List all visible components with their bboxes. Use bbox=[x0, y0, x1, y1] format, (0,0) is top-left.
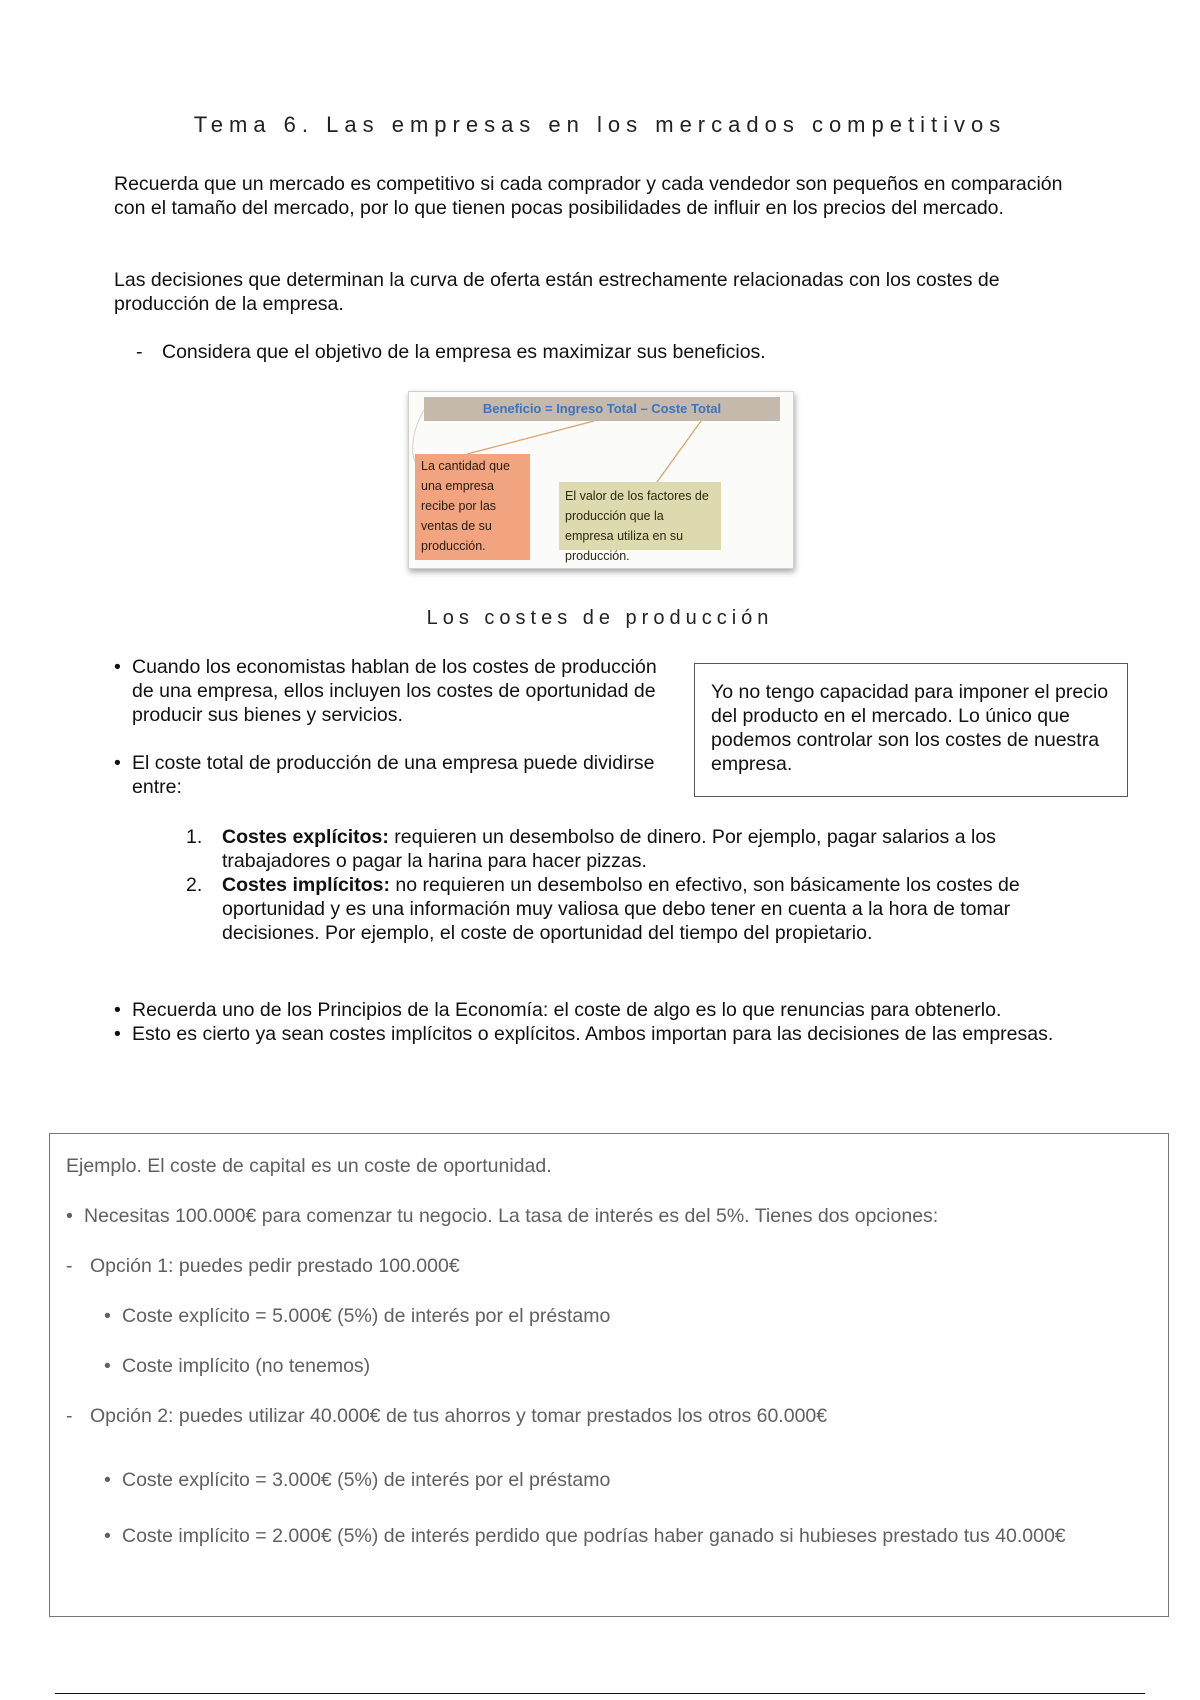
option-2-text: Opción 2: puedes utilizar 40.000€ de tus ahorros y tomar prestados los otros 60.000€ bbox=[90, 1405, 828, 1427]
option-2-implicit-text: Coste implícito = 2.000€ (5%) de interés perdido que podrías haber ganado si hubieses prestado tus 40.000€ bbox=[122, 1525, 1066, 1547]
example-intro-text: Necesitas 100.000€ para comenzar tu negocio. La tasa de interés es del 5%. Tienes dos opciones: bbox=[84, 1205, 939, 1227]
costs-bullet-list bbox=[114, 655, 674, 823]
bullet-marker: • bbox=[104, 1355, 111, 1377]
example-heading: Ejemplo. El coste de capital es un coste de oportunidad. bbox=[66, 1155, 552, 1177]
option-2 bbox=[66, 1404, 827, 1428]
example-intro bbox=[66, 1204, 1144, 1228]
cost-types-numbered-list bbox=[186, 825, 1106, 945]
option-2-explicit bbox=[104, 1468, 610, 1492]
list-item-explicit-costs bbox=[186, 825, 1106, 873]
bullet-marker: • bbox=[114, 656, 121, 678]
dash-marker: - bbox=[66, 1405, 73, 1427]
dash-marker: - bbox=[136, 341, 143, 363]
option-1-implicit-text: Coste implícito (no tenemos) bbox=[122, 1355, 371, 1377]
option-1-text: Opción 1: puedes pedir prestado 100.000€ bbox=[90, 1255, 460, 1277]
intro-paragraph-1: Recuerda que un mercado es competitivo si cada comprador y cada vendedor son pequeños en comparación con el tamaño del mercado, por lo que tienen pocas posibilidades de influir en los precios del mercado. bbox=[114, 173, 1063, 219]
bullet-marker: • bbox=[104, 1305, 111, 1327]
section-subtitle: Los costes de producción bbox=[426, 607, 774, 629]
example-box bbox=[49, 1133, 1169, 1617]
list-item bbox=[114, 998, 1094, 1022]
bullet-marker: • bbox=[104, 1469, 111, 1491]
option-1-explicit bbox=[104, 1304, 610, 1328]
option-1 bbox=[66, 1254, 460, 1278]
option-1-explicit-text: Coste explícito = 5.000€ (5%) de interés por el préstamo bbox=[122, 1305, 611, 1327]
total-cost-note: El valor de los factores de producción que la empresa utiliza en su producción. bbox=[559, 482, 721, 550]
list-item-implicit-costs bbox=[186, 873, 1106, 945]
total-income-note: La cantidad que una empresa recibe por las ventas de su producción. bbox=[415, 454, 530, 560]
profit-diagram bbox=[408, 391, 794, 569]
term-implicit-costs: Costes implícitos: bbox=[222, 874, 390, 896]
profit-formula: Beneficio = Ingreso Total – Coste Total bbox=[424, 397, 780, 421]
item-number: 1. bbox=[186, 826, 203, 848]
objective-dash-item bbox=[136, 340, 766, 364]
page-title: Tema 6. Las empresas en los mercados competitivos bbox=[193, 112, 1007, 137]
bullet-text: El coste total de producción de una empresa puede dividirse entre: bbox=[132, 752, 655, 798]
option-2-explicit-text: Coste explícito = 3.000€ (5%) de interés por el préstamo bbox=[122, 1469, 611, 1491]
bullet-marker: • bbox=[66, 1205, 73, 1227]
term-explicit-costs: Costes explícitos: bbox=[222, 826, 389, 848]
list-item bbox=[114, 1022, 1094, 1046]
definition-explicit-costs: requieren un desembolso de dinero. Por ejemplo, pagar salarios a los trabajadores o pagar la harina para hacer pizzas. bbox=[222, 826, 996, 872]
bullet-marker: • bbox=[114, 999, 121, 1021]
side-note-box: Yo no tengo capacidad para imponer el precio del producto en el mercado. Lo único que podemos controlar son los costes de nuestra empresa. bbox=[694, 663, 1128, 797]
list-item bbox=[114, 751, 674, 799]
bullet-text: Cuando los economistas hablan de los costes de producción de una empresa, ellos incluyen los costes de oportunidad de producir sus bienes y servicios. bbox=[132, 656, 657, 726]
option-1-implicit bbox=[104, 1354, 370, 1378]
item-number: 2. bbox=[186, 874, 203, 896]
list-item bbox=[114, 655, 674, 727]
principles-bullet-list bbox=[114, 998, 1094, 1046]
dash-marker: - bbox=[66, 1255, 73, 1277]
option-2-implicit bbox=[104, 1524, 1142, 1548]
bullet-marker: • bbox=[104, 1525, 111, 1547]
bullet-text: Recuerda uno de los Principios de la Economía: el coste de algo es lo que renuncias para obtenerlo. bbox=[132, 999, 1002, 1021]
definition-implicit-costs: no requieren un desembolso en efectivo, son básicamente los costes de oportunidad y es una información muy valiosa que debo tener en cuenta a la hora de tomar decisiones. Por ejemplo, el coste de oportunidad del tiempo del propietario. bbox=[222, 874, 1020, 944]
bullet-text: Esto es cierto ya sean costes implícitos o explícitos. Ambos importan para las decisiones de las empresas. bbox=[132, 1023, 1054, 1045]
bullet-marker: • bbox=[114, 752, 121, 774]
bottom-divider bbox=[55, 1693, 1145, 1694]
objective-text: Considera que el objetivo de la empresa es maximizar sus beneficios. bbox=[162, 341, 766, 363]
bullet-marker: • bbox=[114, 1023, 121, 1045]
intro-paragraph-2: Las decisiones que determinan la curva de oferta están estrechamente relacionadas con los costes de producción de la empresa. bbox=[114, 269, 1000, 315]
